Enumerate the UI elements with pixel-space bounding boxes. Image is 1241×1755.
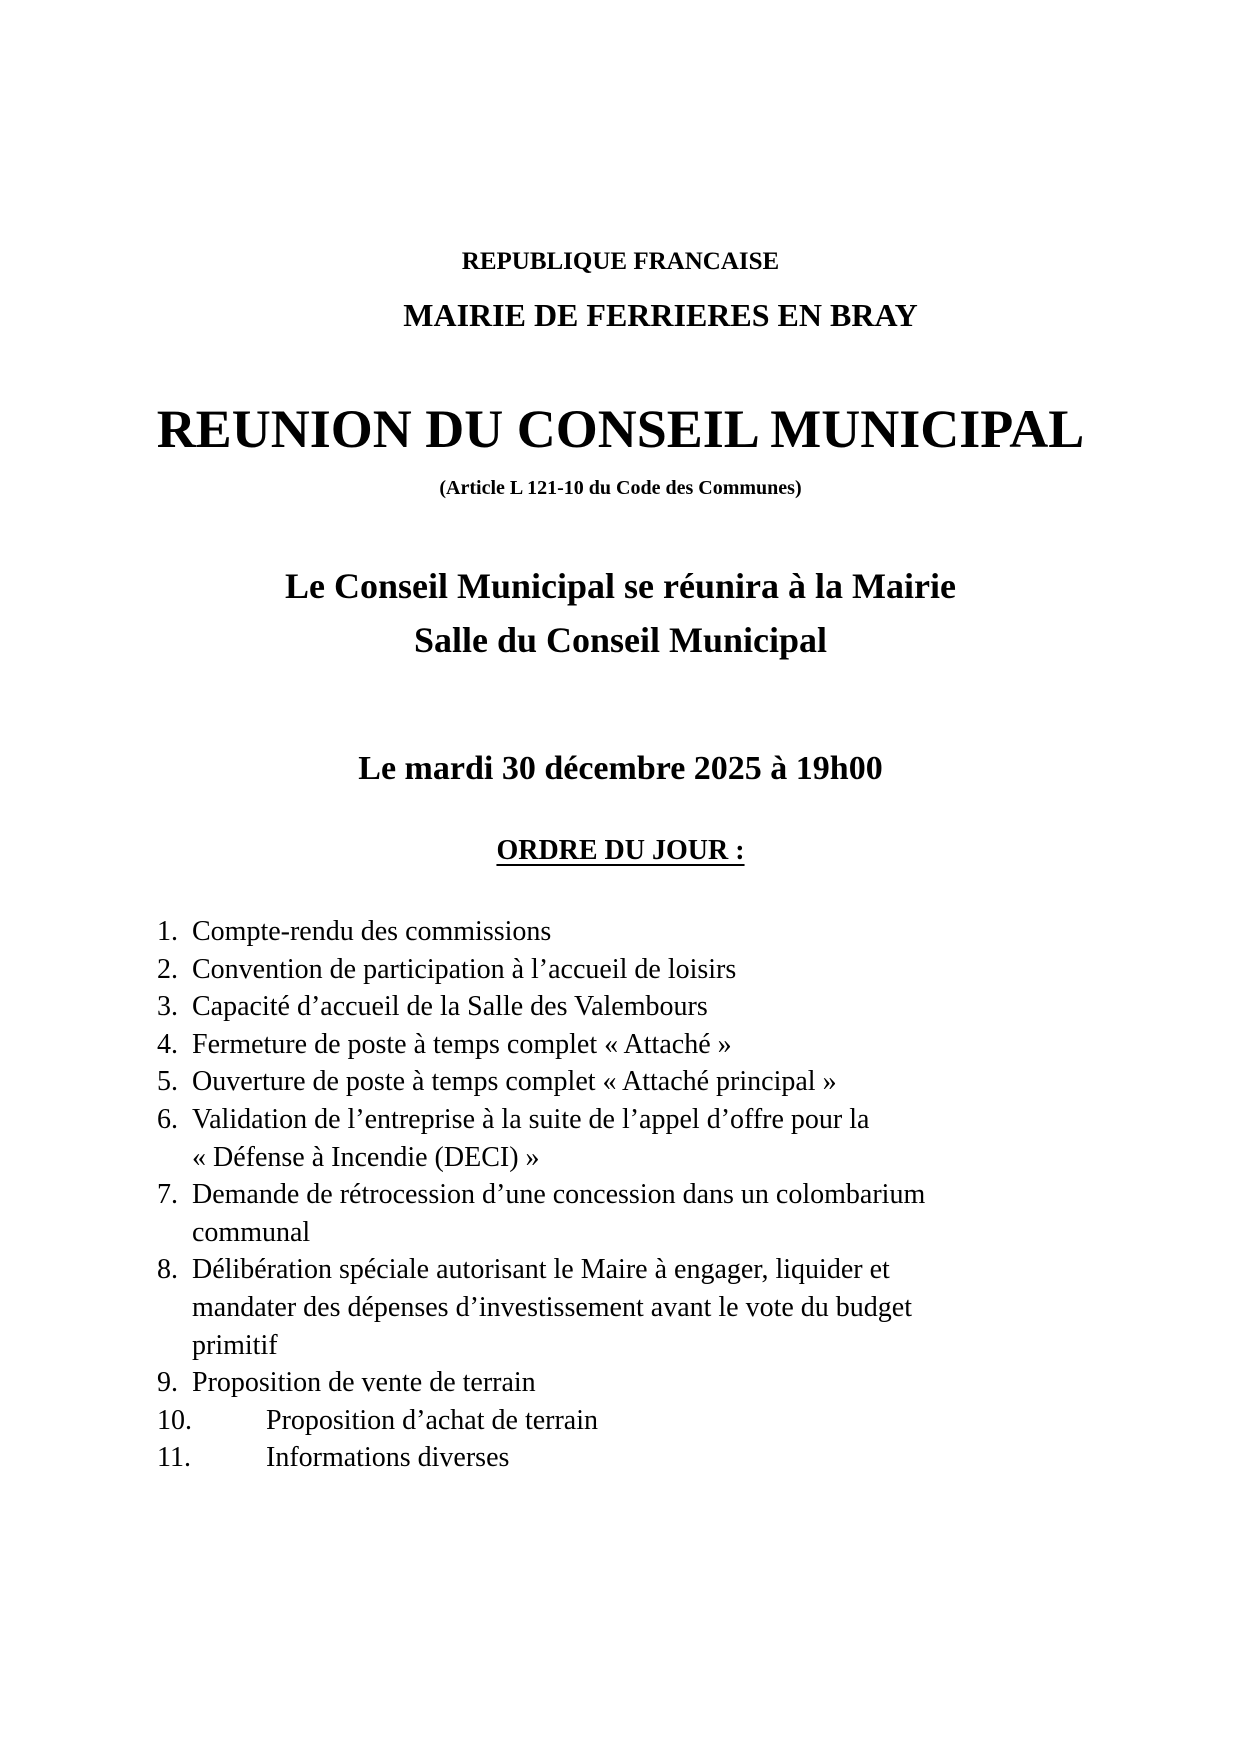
agenda-item-number: 8.	[157, 1254, 178, 1286]
agenda-item	[157, 988, 1117, 1026]
page-title: REUNION DU CONSEIL MUNICIPAL	[156, 399, 1085, 459]
agenda-item-text-line: mandater des dépenses d’investissement avant le vote du budget	[192, 1291, 913, 1323]
agenda-heading: ORDRE DU JOUR :	[496, 835, 745, 866]
agenda-item-number: 10.	[157, 1404, 192, 1436]
agenda-item	[157, 1063, 1117, 1101]
agenda-item	[157, 1101, 1117, 1176]
agenda-item	[157, 1364, 1117, 1402]
agenda-item-number: 9.	[157, 1367, 178, 1399]
agenda-item	[157, 1176, 1117, 1251]
agenda-item-text: Fermeture de poste à temps complet « Attaché »	[192, 1028, 732, 1060]
agenda-item-text: Ouverture de poste à temps complet « Attaché principal »	[192, 1066, 837, 1098]
agenda-item	[157, 913, 1117, 951]
agenda-item-number: 1.	[157, 916, 178, 947]
agenda-item-number: 5.	[157, 1066, 178, 1098]
convocation-room: Salle du Conseil Municipal	[413, 620, 828, 660]
agenda-item-number: 6.	[157, 1103, 178, 1135]
agenda-item-text-line: communal	[192, 1216, 311, 1248]
agenda-item	[157, 1251, 1117, 1364]
agenda-item-number: 3.	[157, 991, 178, 1023]
agenda-item-text-line: Validation de l’entreprise à la suite de l’appel d’offre pour la	[192, 1103, 870, 1135]
agenda-item	[157, 1439, 1117, 1477]
agenda-item-number: 7.	[157, 1179, 178, 1211]
agenda-item-number: 4.	[157, 1028, 178, 1060]
mairie-header: MAIRIE DE FERRIERES EN BRAY	[403, 297, 918, 333]
convocation-location: Le Conseil Municipal se réunira à la Mairie	[285, 566, 956, 606]
agenda-item-text: Proposition de vente de terrain	[192, 1367, 536, 1399]
agenda-item-text-line: primitif	[192, 1329, 278, 1361]
agenda-item-number: 2.	[157, 953, 178, 985]
legal-reference: (Article L 121-10 du Code des Communes)	[439, 477, 802, 499]
agenda-item-text: Proposition d’achat de terrain	[266, 1404, 599, 1436]
agenda-item-text-line: « Défense à Incendie (DECI) »	[192, 1141, 540, 1173]
agenda-item-text: Informations diverses	[266, 1442, 510, 1474]
agenda-item-text: Convention de participation à l’accueil de loisirs	[192, 953, 737, 985]
republic-header: REPUBLIQUE FRANCAISE	[461, 248, 780, 275]
agenda-item	[157, 1402, 1117, 1440]
agenda-item	[157, 951, 1117, 989]
agenda-item	[157, 1026, 1117, 1064]
agenda-item-text-line: Délibération spéciale autorisant le Maire à engager, liquider et	[192, 1254, 890, 1286]
agenda-item-text-line: Demande de rétrocession d’une concession dans un colombarium	[192, 1179, 926, 1211]
agenda-list	[157, 913, 1117, 1477]
meeting-date-time: Le mardi 30 décembre 2025 à 19h00	[358, 750, 883, 787]
agenda-item-text: Compte-rendu des commissions	[192, 916, 552, 947]
agenda-item-text: Capacité d’accueil de la Salle des Valembours	[192, 991, 708, 1023]
agenda-item-number: 11.	[157, 1442, 191, 1474]
